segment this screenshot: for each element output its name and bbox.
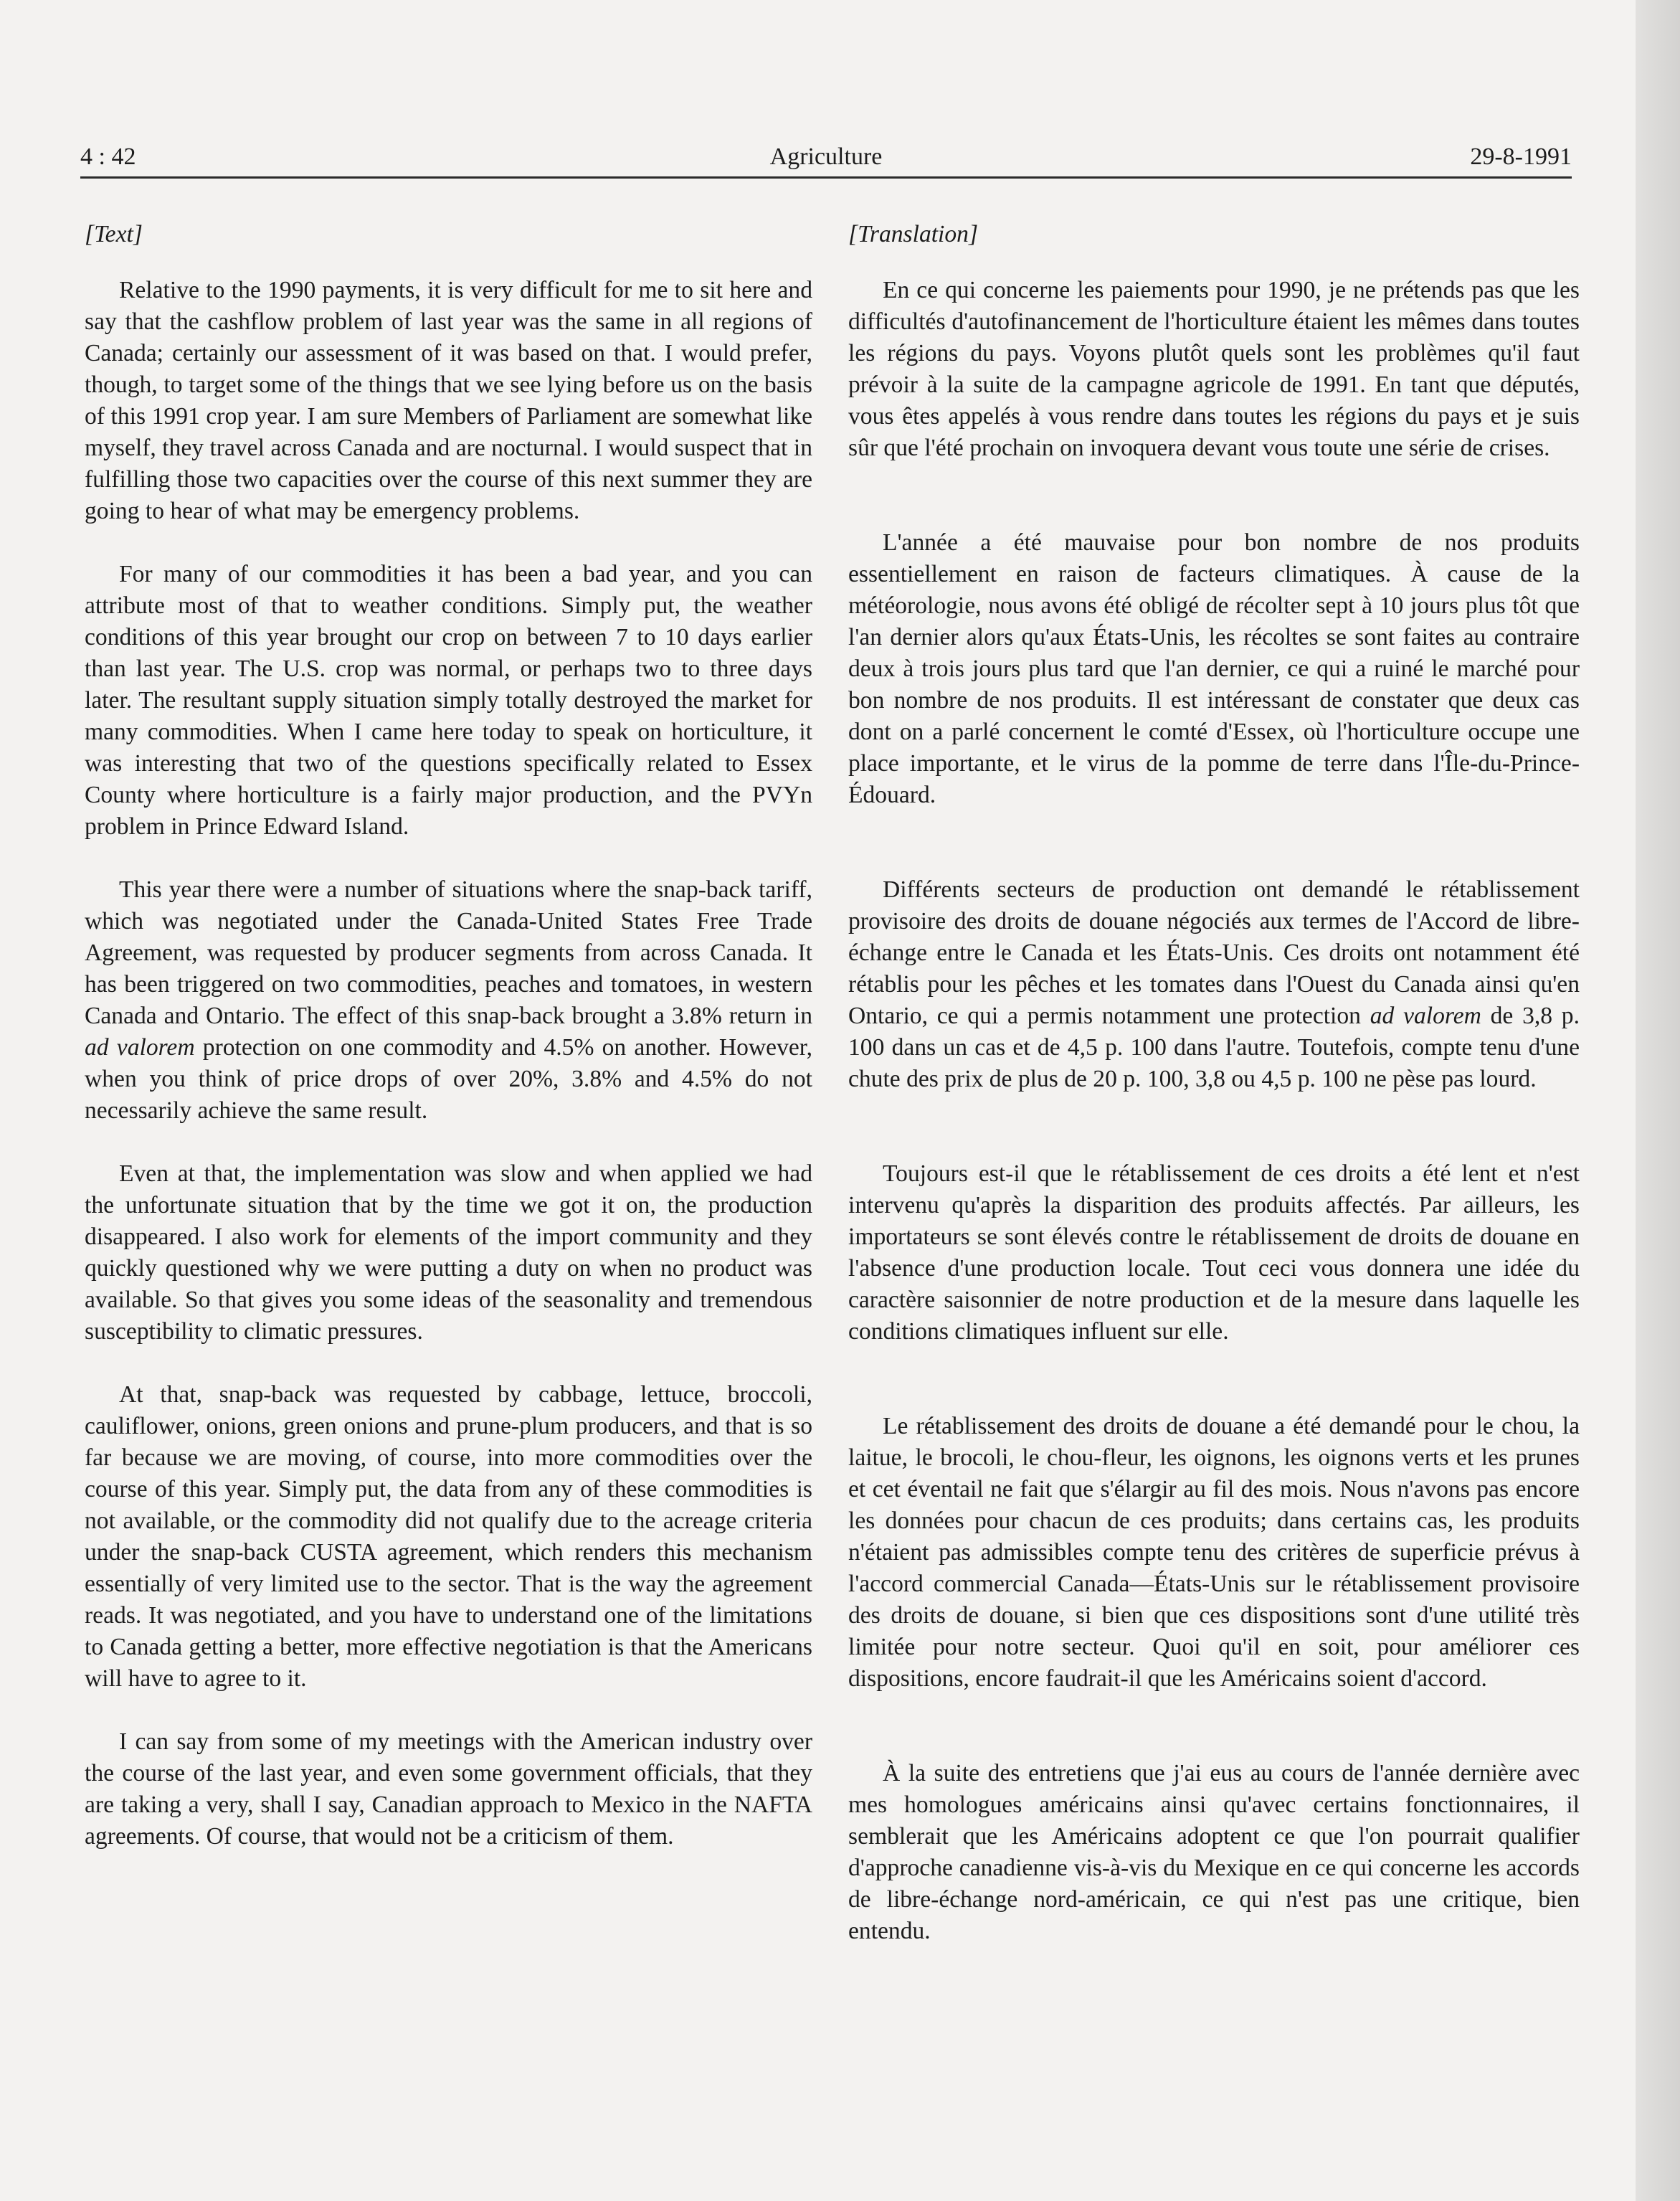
header-date: 29-8-1991 [1470, 143, 1572, 170]
english-paragraph-4: Even at that, the implementation was slow and when applied we had the unfortunate situation that by the time we got it on, the production disappeared. I also work for elements of the import community and they quickly questioned why we were putting a duty on when no product was available. So that gives you some ideas of the seasonality and tremendous susceptibility to climatic pressures. [85, 1160, 812, 1345]
french-paragraph-1: En ce qui concerne les paiements pour 1990, je ne prétends pas que les difficultés d'autofinancement de l'horticulture étaient les mêmes dans toutes les régions du pays. Voyons plutôt quels sont les problèmes qu'il faut prévoir à la suite de la campagne agricole de 1991. En tant que députés, vous êtes appelés à vous rendre dans toutes les régions du pays et je suis sûr que l'été prochain on invoquera devant vous toute une série de crises. [848, 277, 1580, 461]
french-paragraph-5: Le rétablissement des droits de douane a été demandé pour le chou, la laitue, le brocoli, le chou-fleur, les oignons, les oignons verts et les prunes et cet éventail ne fait que s'élargir au fil des mois. Nous n'avons pas encore les données pour chacun de ces produits; dans certains cas, les produits n'étaient pas admissibles compte tenu des critères de superficie prévus à l'accord commercial Canada—États-Unis sur le rétablissement provisoire des droits de douane, si bien que ces dispositions sont d'une utilité très limitée pour notre secteur. Quoi qu'il en soit, pour améliorer ces dispositions, encore faudrait-il que les Américains soient d'accord. [848, 1413, 1580, 1692]
english-paragraph-6: I can say from some of my meetings with the American industry over the course of the last year, and even some government officials, that they are taking a very, shall I say, Canadian approach to Mexico in the NAFTA agreements. Of course, that would not be a criticism of them. [85, 1728, 812, 1850]
page-header [80, 138, 1572, 179]
english-paragraph-2: For many of our commodities it has been a bad year, and you can attribute most of that to weather conditions. Simply put, the weather conditions of this year brought our crop on between 7 to 10 days earlier than last year. The U.S. crop was normal, or perhaps two to three days later. The resultant supply situation simply totally destroyed the market for many commodities. When I came here today to speak on horticulture, it was interesting that two of the questions specifically related to Essex County where horticulture is a fairly major production, and the PVYn problem in Prince Edward Island. [85, 561, 812, 840]
french-paragraph-3: Différents secteurs de production ont demandé le rétablissement provisoire des droits de douane négociés aux termes de l'Accord de libre-échange entre le Canada et les États-Unis. Ces droits ont notamment été rétablis pour les pêches et les tomates dans l'Ouest du Canada ainsi qu'en Ontario, ce qui a permis notamment une protection ad valorem de 3,8 p. 100 dans un cas et de 4,5 p. 100 dans l'autre. Toutefois, compte tenu d'une chute des prix de plus de 20 p. 100, 3,8 ou 4,5 p. 100 ne pèse pas lourd. [848, 876, 1580, 1092]
header-title: Agriculture [769, 143, 883, 170]
french-column [848, 219, 1580, 1947]
column-label-text: [Text] [85, 221, 143, 247]
english-paragraph-1: Relative to the 1990 payments, it is very difficult for me to sit here and say that the cashflow problem of last year was the same in all regions of Canada; certainly our assessment of it was based on that. I would prefer, though, to target some of the things that we see lying before us on the basis of this 1991 crop year. I am sure Members of Parliament are somewhat like myself, they travel across Canada and are nocturnal. I would suspect that in fulfilling those two capacities over the course of this next summer they are going to hear of what may be emergency problems. [85, 277, 812, 524]
french-paragraph-2: L'année a été mauvaise pour bon nombre de nos produits essentiellement en raison de facteurs climatiques. À cause de la météorologie, nous avons été obligé de récolter sept à 10 jours plus tôt que l'an dernier alors qu'aux États-Unis, les récoltes se sont faites au contraire deux à trois jours plus tard que l'an dernier, ce qui a ruiné le marché pour bon nombre de nos produits. Il est intéressant de constater que deux cas dont on a parlé concernent le comté d'Essex, où l'horticulture occupe une place importante, et le virus de la pomme de terre dans l'Île-du-Prince-Édouard. [848, 529, 1580, 808]
french-paragraph-4: Toujours est-il que le rétablissement de ces droits a été lent et n'est intervenu qu'après la disparition des produits affectés. Par ailleurs, les importateurs se sont élevés contre le rétablissement de droits de douane en l'absence d'une production locale. Tout ceci vous donnera une idée du caractère saisonnier de notre production et de la mesure dans laquelle les conditions climatiques influent sur elle. [848, 1160, 1580, 1345]
english-column [85, 219, 812, 1852]
english-paragraph-3: This year there were a number of situations where the snap-back tariff, which was negotiated under the Canada-United States Free Trade Agreement, was requested by producer segments from across Canada. It has been triggered on two commodities, peaches and tomatoes, in western Canada and Ontario. The effect of this snap-back brought a 3.8% return in ad valorem protection on one commodity and 4.5% on another. However, when you think of price drops of over 20%, 3.8% and 4.5% do not necessarily achieve the same result. [85, 876, 812, 1124]
french-paragraph-6: À la suite des entretiens que j'ai eus au cours de l'année dernière avec mes homologues américains ainsi qu'avec certains fonctionnaires, il semblerait que les Américains adoptent ce que l'on pourrait qualifier d'approche canadienne vis-à-vis du Mexique en ce qui concerne les accords de libre-échange nord-américain, ce qui n'est pas une critique, bien entendu. [848, 1760, 1580, 1944]
english-paragraph-5: At that, snap-back was requested by cabbage, lettuce, broccoli, cauliflower, onions, green onions and prune-plum producers, and that is so far because we are moving, of course, into more commodities over the course of this year. Simply put, the data from any of these commodities is not available, or the commodity did not qualify due to the acreage criteria under the snap-back CUSTA agreement, which renders this mechanism essentially of very limited use to the sector. That is the way the agreement reads. It was negotiated, and you have to understand one of the limitations to Canada getting a better, more effective negotiation is that the Americans will have to agree to it. [85, 1381, 812, 1692]
page-number: 4 : 42 [80, 143, 136, 170]
column-label-translation: [Translation] [848, 221, 979, 247]
page-edge-shadow [1636, 0, 1680, 2201]
